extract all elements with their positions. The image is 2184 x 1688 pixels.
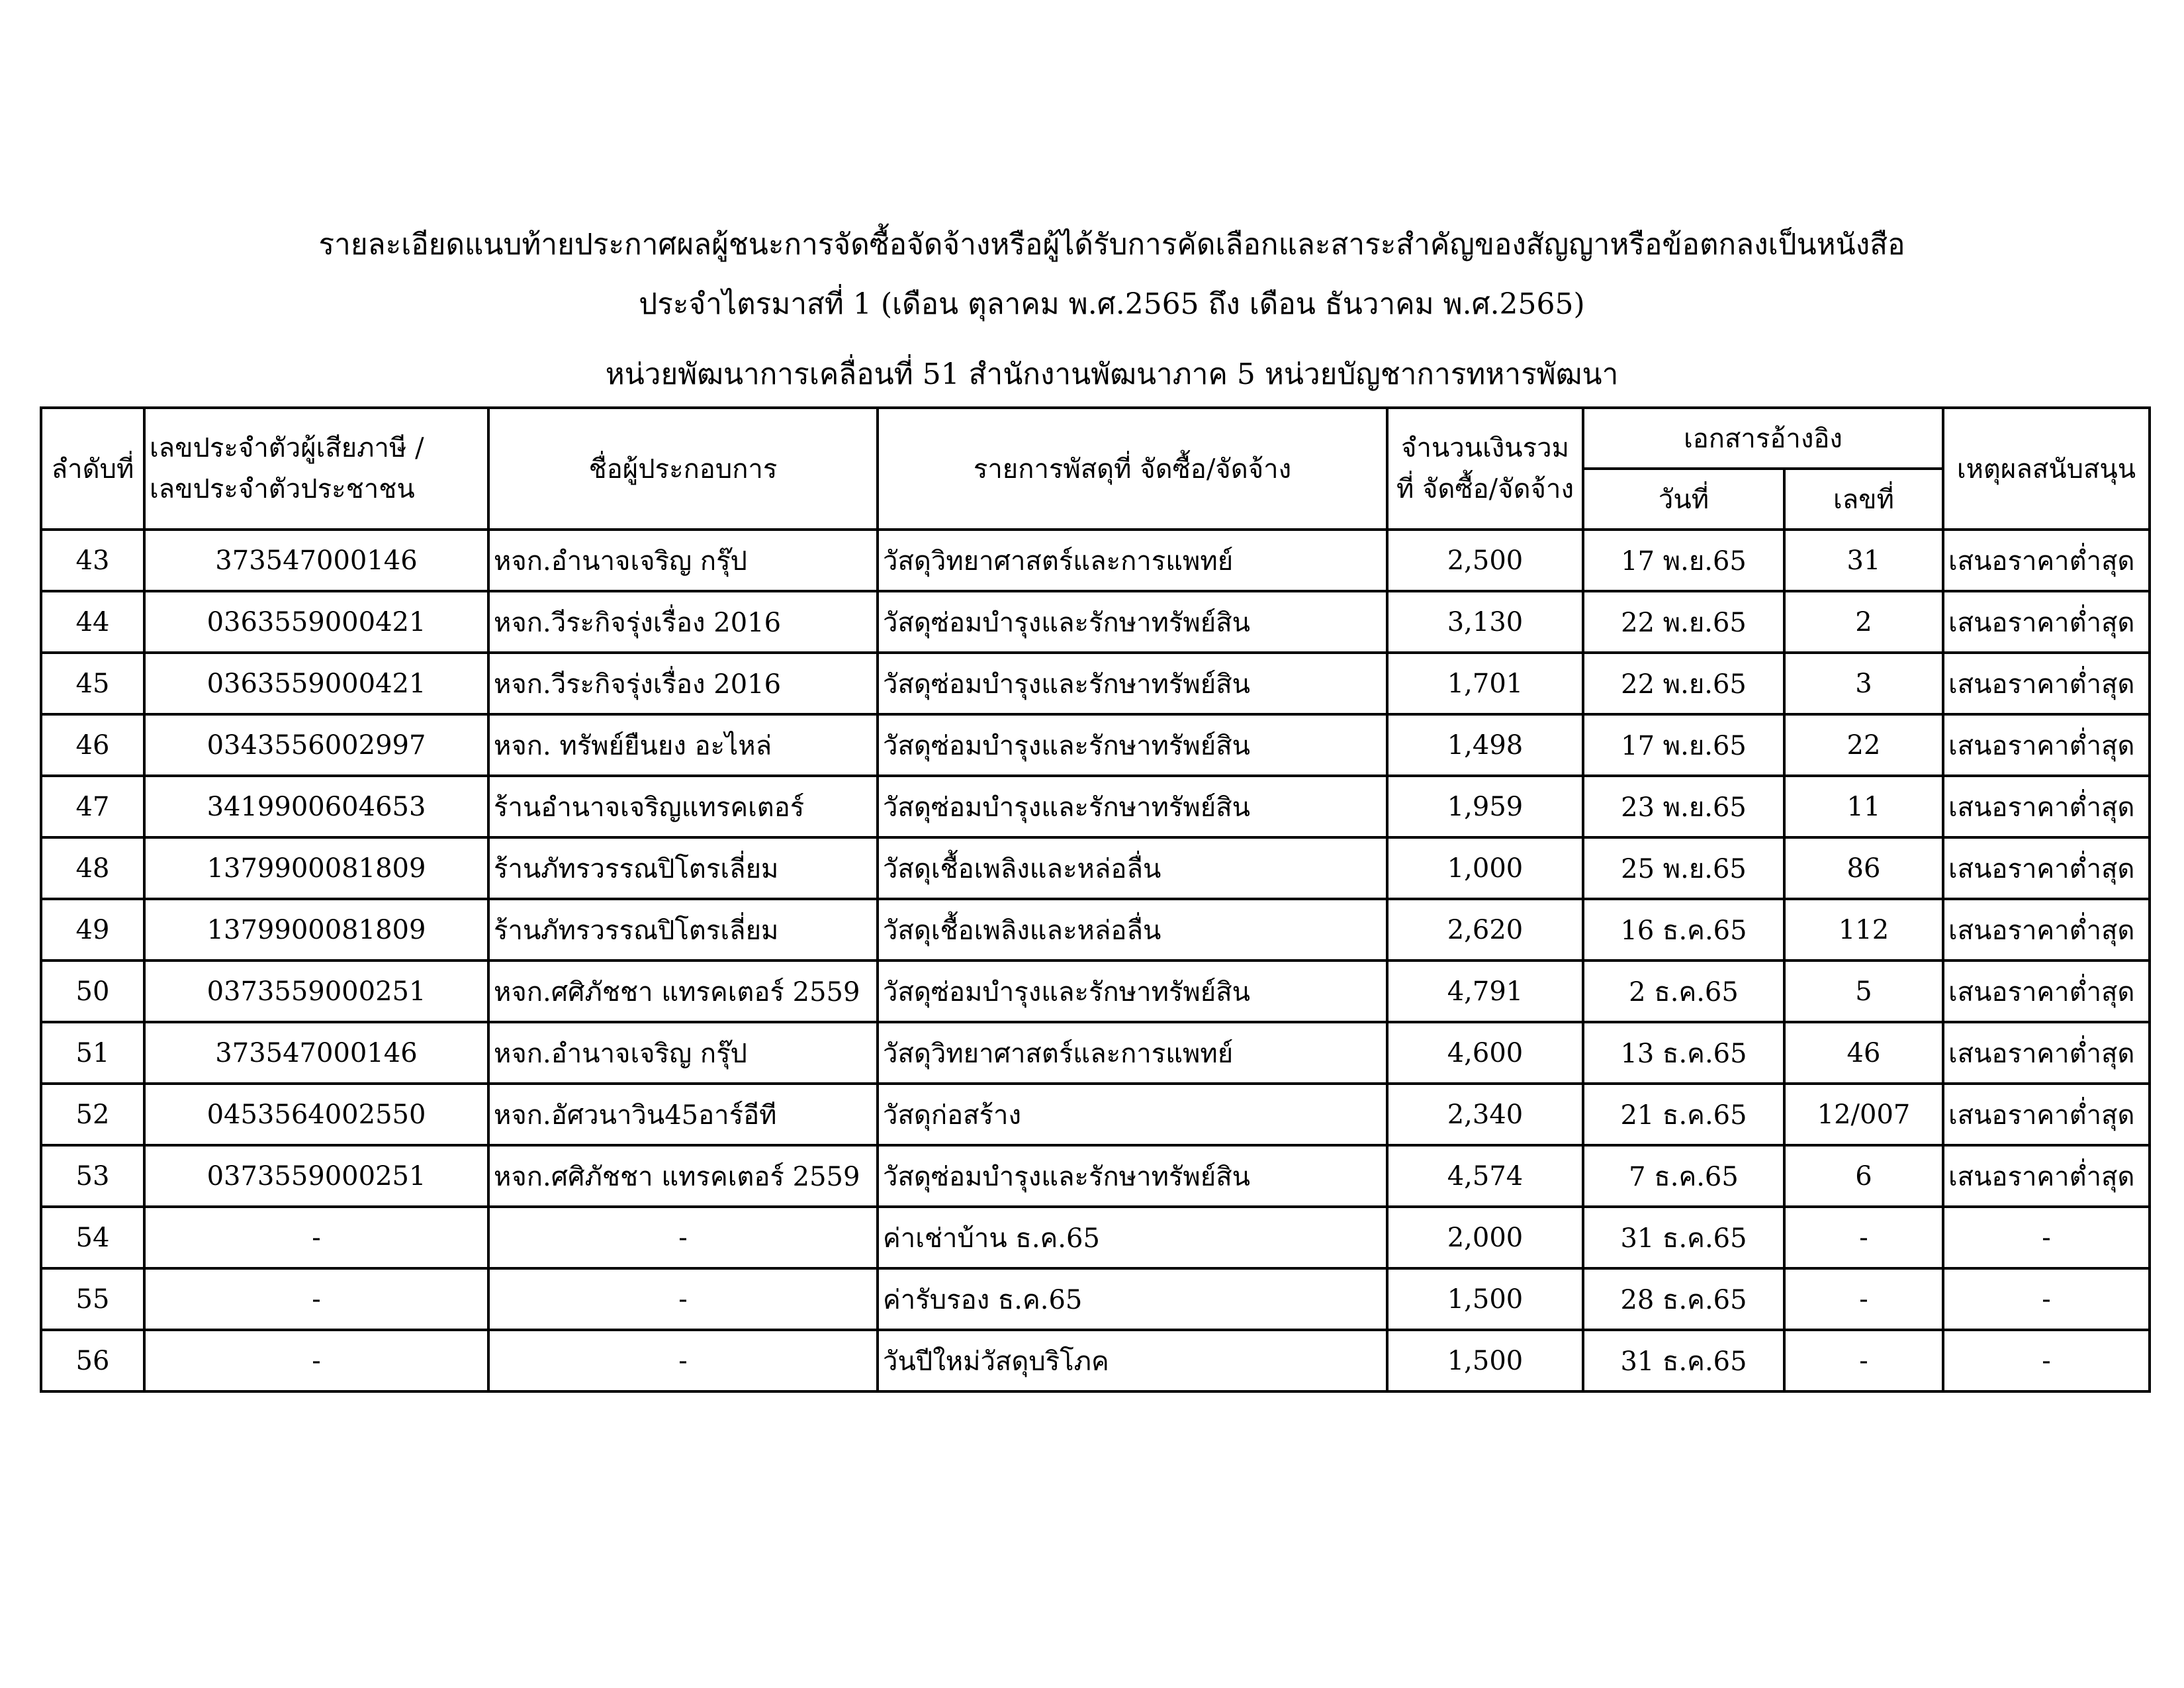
- cell-reason: เสนอราคาต่ำสุด: [1943, 1084, 2150, 1145]
- cell-tax-id: 0453564002550: [144, 1084, 488, 1145]
- cell-seq: 45: [41, 653, 144, 714]
- cell-amount: 2,000: [1387, 1207, 1583, 1268]
- cell-date: 17 พ.ย.65: [1583, 714, 1784, 776]
- cell-seq: 46: [41, 714, 144, 776]
- cell-tax-id: 0373559000251: [144, 1145, 488, 1207]
- cell-doc-no: 22: [1784, 714, 1943, 776]
- cell-amount: 1,000: [1387, 837, 1583, 899]
- cell-doc-no: -: [1784, 1330, 1943, 1391]
- cell-item: วัสดุก่อสร้าง: [878, 1084, 1387, 1145]
- header-amount: [1387, 408, 1583, 530]
- table-row: [41, 1207, 2150, 1268]
- cell-item: วัสดุซ่อมบำรุงและรักษาทรัพย์สิน: [878, 1145, 1387, 1207]
- cell-vendor: หจก.ศศิภัชชา แทรคเตอร์ 2559: [488, 1145, 878, 1207]
- cell-vendor: -: [488, 1207, 878, 1268]
- cell-amount: 2,620: [1387, 899, 1583, 961]
- cell-seq: 49: [41, 899, 144, 961]
- cell-reason: เสนอราคาต่ำสุด: [1943, 961, 2150, 1022]
- cell-doc-no: 12/007: [1784, 1084, 1943, 1145]
- cell-vendor: หจก.อัศวนาวิน45อาร์อีที: [488, 1084, 878, 1145]
- cell-tax-id: -: [144, 1330, 488, 1391]
- header-items: รายการพัสดุที่ จัดซื้อ/จัดจ้าง: [878, 408, 1387, 530]
- cell-reason: -: [1943, 1268, 2150, 1330]
- header-tax-id-line-1: เลขประจำตัวผู้เสียภาษี /: [150, 433, 424, 463]
- table-row: [41, 899, 2150, 961]
- cell-tax-id: 3419900604653: [144, 776, 488, 837]
- cell-amount: 1,959: [1387, 776, 1583, 837]
- cell-amount: 4,574: [1387, 1145, 1583, 1207]
- cell-reason: เสนอราคาต่ำสุด: [1943, 714, 2150, 776]
- cell-seq: 48: [41, 837, 144, 899]
- table-row: [41, 837, 2150, 899]
- cell-doc-no: 6: [1784, 1145, 1943, 1207]
- cell-vendor: -: [488, 1330, 878, 1391]
- cell-item: วัสดุวิทยาศาสตร์และการแพทย์: [878, 1022, 1387, 1084]
- cell-item: วัสดุเชื้อเพลิงและหล่อลื่น: [878, 899, 1387, 961]
- cell-date: 31 ธ.ค.65: [1583, 1207, 1784, 1268]
- cell-date: 23 พ.ย.65: [1583, 776, 1784, 837]
- cell-item: วัสดุซ่อมบำรุงและรักษาทรัพย์สิน: [878, 653, 1387, 714]
- cell-doc-no: 5: [1784, 961, 1943, 1022]
- header-reason: เหตุผลสนับสนุน: [1943, 408, 2150, 530]
- cell-amount: 1,498: [1387, 714, 1583, 776]
- header-seq: ลำดับที่: [41, 408, 144, 530]
- cell-tax-id: -: [144, 1268, 488, 1330]
- document-title-line-1: รายละเอียดแนบท้ายประกาศผลผู้ชนะการจัดซื้อจัดจ้างหรือผู้ได้รับการคัดเลือกและสาระสำคัญของสัญญาหรือข้อตกลงเป็นหนังสือ: [318, 228, 1905, 261]
- table-row: [41, 1022, 2150, 1084]
- cell-date: 7 ธ.ค.65: [1583, 1145, 1784, 1207]
- cell-vendor: หจก. ทรัพย์ยืนยง อะไหล่: [488, 714, 878, 776]
- cell-reason: เสนอราคาต่ำสุด: [1943, 591, 2150, 653]
- table-row: [41, 1145, 2150, 1207]
- table-row: [41, 714, 2150, 776]
- table-header: [41, 408, 2150, 530]
- cell-tax-id: 373547000146: [144, 1022, 488, 1084]
- cell-date: 31 ธ.ค.65: [1583, 1330, 1784, 1391]
- header-ref-no: เลขที่: [1784, 469, 1943, 530]
- header-vendor: ชื่อผู้ประกอบการ: [488, 408, 878, 530]
- cell-amount: 4,791: [1387, 961, 1583, 1022]
- cell-reason: เสนอราคาต่ำสุด: [1943, 530, 2150, 591]
- cell-doc-no: -: [1784, 1207, 1943, 1268]
- document-title-line-3: หน่วยพัฒนาการเคลื่อนที่ 51 สำนักงานพัฒนาภาค 5 หน่วยบัญชาการทหารพัฒนา: [605, 357, 1619, 391]
- cell-reason: -: [1943, 1330, 2150, 1391]
- cell-tax-id: 1379900081809: [144, 837, 488, 899]
- cell-doc-no: 11: [1784, 776, 1943, 837]
- cell-vendor: ร้านอำนาจเจริญแทรคเตอร์: [488, 776, 878, 837]
- cell-tax-id: 0363559000421: [144, 591, 488, 653]
- cell-item: ค่ารับรอง ธ.ค.65: [878, 1268, 1387, 1330]
- table-row: [41, 1268, 2150, 1330]
- table-row: [41, 1330, 2150, 1391]
- table-body: [41, 530, 2150, 1391]
- cell-seq: 54: [41, 1207, 144, 1268]
- cell-date: 28 ธ.ค.65: [1583, 1268, 1784, 1330]
- cell-date: 17 พ.ย.65: [1583, 530, 1784, 591]
- header-ref-date: วันที่: [1583, 469, 1784, 530]
- table-row: [41, 961, 2150, 1022]
- cell-seq: 47: [41, 776, 144, 837]
- cell-amount: 2,340: [1387, 1084, 1583, 1145]
- table-row: [41, 591, 2150, 653]
- cell-doc-no: 3: [1784, 653, 1943, 714]
- cell-item: วันปีใหม่วัสดุบริโภค: [878, 1330, 1387, 1391]
- cell-item: วัสดุซ่อมบำรุงและรักษาทรัพย์สิน: [878, 591, 1387, 653]
- table-row: [41, 776, 2150, 837]
- cell-amount: 2,500: [1387, 530, 1583, 591]
- header-amount-line-1: จำนวนเงินรวม: [1401, 433, 1569, 463]
- header-amount-line-2: ที่ จัดซื้อ/จัดจ้าง: [1396, 474, 1574, 504]
- cell-reason: เสนอราคาต่ำสุด: [1943, 899, 2150, 961]
- cell-amount: 1,701: [1387, 653, 1583, 714]
- cell-seq: 50: [41, 961, 144, 1022]
- cell-date: 21 ธ.ค.65: [1583, 1084, 1784, 1145]
- cell-seq: 55: [41, 1268, 144, 1330]
- cell-item: วัสดุเชื้อเพลิงและหล่อลื่น: [878, 837, 1387, 899]
- cell-date: 2 ธ.ค.65: [1583, 961, 1784, 1022]
- cell-vendor: หจก.วีระกิจรุ่งเรื่อง 2016: [488, 591, 878, 653]
- cell-tax-id: -: [144, 1207, 488, 1268]
- cell-seq: 52: [41, 1084, 144, 1145]
- cell-seq: 43: [41, 530, 144, 591]
- cell-doc-no: 86: [1784, 837, 1943, 899]
- cell-reason: เสนอราคาต่ำสุด: [1943, 776, 2150, 837]
- cell-doc-no: 2: [1784, 591, 1943, 653]
- cell-amount: 4,600: [1387, 1022, 1583, 1084]
- cell-date: 25 พ.ย.65: [1583, 837, 1784, 899]
- cell-item: ค่าเช่าบ้าน ธ.ค.65: [878, 1207, 1387, 1268]
- cell-date: 16 ธ.ค.65: [1583, 899, 1784, 961]
- header-tax-id-line-2: เลขประจำตัวประชาชน: [150, 474, 415, 504]
- cell-vendor: -: [488, 1268, 878, 1330]
- cell-reason: เสนอราคาต่ำสุด: [1943, 653, 2150, 714]
- cell-seq: 51: [41, 1022, 144, 1084]
- cell-vendor: ร้านภัทรวรรณปิโตรเลี่ยม: [488, 837, 878, 899]
- cell-doc-no: 31: [1784, 530, 1943, 591]
- cell-doc-no: 46: [1784, 1022, 1943, 1084]
- cell-date: 22 พ.ย.65: [1583, 653, 1784, 714]
- cell-seq: 53: [41, 1145, 144, 1207]
- cell-vendor: ร้านภัทรวรรณปิโตรเลี่ยม: [488, 899, 878, 961]
- cell-item: วัสดุซ่อมบำรุงและรักษาทรัพย์สิน: [878, 776, 1387, 837]
- cell-vendor: หจก.อำนาจเจริญ กรุ๊ป: [488, 1022, 878, 1084]
- cell-item: วัสดุซ่อมบำรุงและรักษาทรัพย์สิน: [878, 714, 1387, 776]
- cell-item: วัสดุวิทยาศาสตร์และการแพทย์: [878, 530, 1387, 591]
- cell-doc-no: 112: [1784, 899, 1943, 961]
- cell-seq: 56: [41, 1330, 144, 1391]
- cell-date: 22 พ.ย.65: [1583, 591, 1784, 653]
- table-row: [41, 1084, 2150, 1145]
- table-row: [41, 653, 2150, 714]
- cell-vendor: หจก.อำนาจเจริญ กรุ๊ป: [488, 530, 878, 591]
- cell-reason: เสนอราคาต่ำสุด: [1943, 1022, 2150, 1084]
- cell-tax-id: 0343556002997: [144, 714, 488, 776]
- cell-doc-no: -: [1784, 1268, 1943, 1330]
- cell-seq: 44: [41, 591, 144, 653]
- table-row: [41, 530, 2150, 591]
- cell-reason: เสนอราคาต่ำสุด: [1943, 837, 2150, 899]
- cell-date: 13 ธ.ค.65: [1583, 1022, 1784, 1084]
- cell-amount: 1,500: [1387, 1330, 1583, 1391]
- header-tax-id: [144, 408, 488, 530]
- cell-amount: 1,500: [1387, 1268, 1583, 1330]
- cell-tax-id: 1379900081809: [144, 899, 488, 961]
- cell-vendor: หจก.ศศิภัชชา แทรคเตอร์ 2559: [488, 961, 878, 1022]
- cell-tax-id: 373547000146: [144, 530, 488, 591]
- cell-reason: เสนอราคาต่ำสุด: [1943, 1145, 2150, 1207]
- cell-amount: 3,130: [1387, 591, 1583, 653]
- procurement-table: [40, 406, 2151, 1393]
- document-title-line-2: ประจำไตรมาสที่ 1 (เดือน ตุลาคม พ.ศ.2565 ถึง เดือน ธันวาคม พ.ศ.2565): [639, 287, 1585, 321]
- cell-tax-id: 0363559000421: [144, 653, 488, 714]
- cell-item: วัสดุซ่อมบำรุงและรักษาทรัพย์สิน: [878, 961, 1387, 1022]
- cell-reason: -: [1943, 1207, 2150, 1268]
- cell-tax-id: 0373559000251: [144, 961, 488, 1022]
- header-ref-docs: เอกสารอ้างอิง: [1583, 408, 1943, 469]
- cell-vendor: หจก.วีระกิจรุ่งเรื่อง 2016: [488, 653, 878, 714]
